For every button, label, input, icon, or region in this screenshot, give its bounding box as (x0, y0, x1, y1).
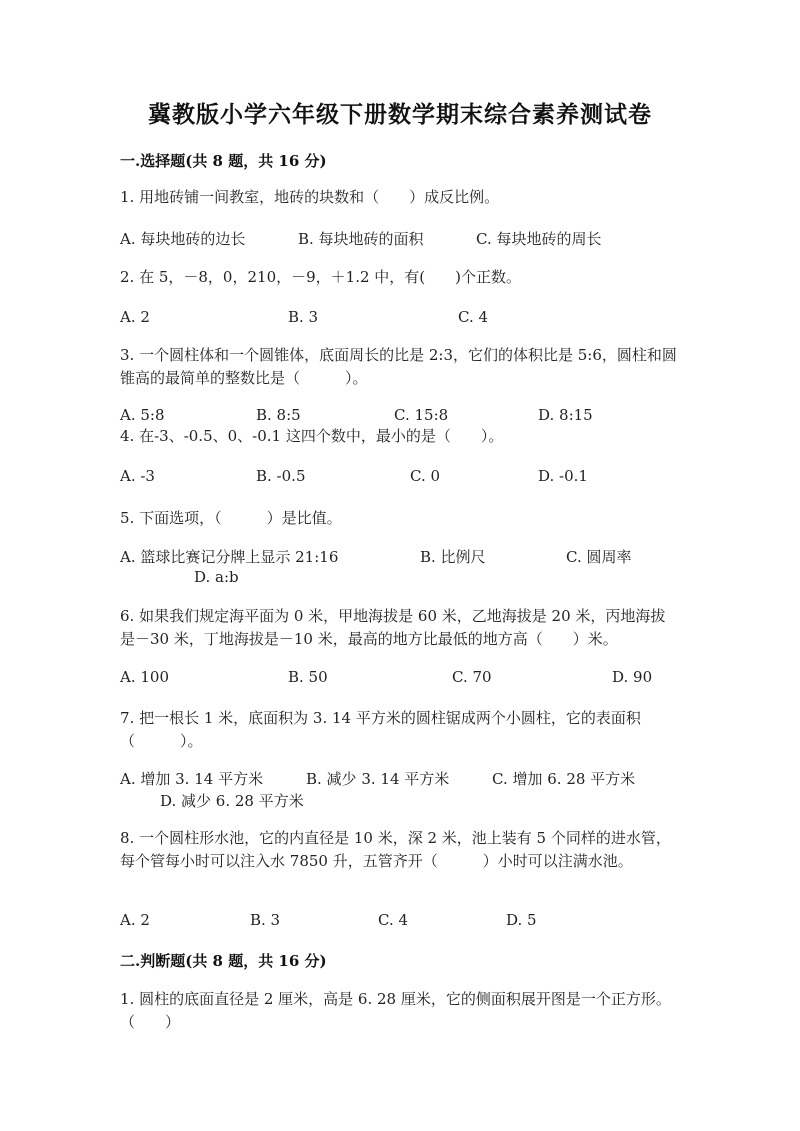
option-d: D. -0.1 (538, 467, 588, 485)
option-b: B. 3 (288, 308, 319, 326)
option-d: D. a:b (194, 568, 239, 586)
question-text: 1. 圆柱的底面直径是 2 厘米，高是 6. 28 厘米，它的侧面积展开图是一个正方形。（ ） (120, 990, 671, 1031)
question-text: 5. 下面选项，（ ）是比值。 (120, 509, 342, 527)
option-b: B. 比例尺 (420, 548, 486, 566)
option-c: C. 4 (458, 308, 489, 326)
question-text: 2. 在 5，－8，0，210，－9，＋1.2 中，有( )个正数。 (120, 268, 521, 286)
option-a: A. 2 (120, 308, 150, 326)
option-a: A. 篮球比赛记分牌上显示 21:16 (120, 548, 339, 566)
option-c: C. 15:8 (394, 406, 449, 424)
question-text: 6. 如果我们规定海平面为 0 米，甲地海拔是 60 米，乙地海拔是 20 米，丙地海拔是－30 米，丁地海拔是－10 米，最高的地方比最低的地方高（ ）米。 (120, 607, 666, 648)
option-c: C. 4 (378, 911, 409, 929)
section-heading-choice: 一.选择题(共 8 题，共 16 分) (120, 152, 327, 170)
option-a: A. 2 (120, 911, 150, 929)
option-c: C. 圆周率 (566, 548, 632, 566)
option-b: B. 8:5 (256, 406, 301, 424)
option-b: B. -0.5 (256, 467, 306, 485)
option-c: C. 0 (410, 467, 441, 485)
option-d: D. 5 (506, 911, 537, 929)
question-text: 4. 在-3、-0.5、0、-0.1 这四个数中，最小的是（ ）。 (120, 427, 504, 445)
page-title: 冀教版小学六年级下册数学期末综合素养测试卷 (148, 101, 652, 128)
option-a: A. -3 (120, 467, 155, 485)
option-b: B. 50 (288, 668, 328, 686)
option-c: C. 增加 6. 28 平方米 (492, 770, 636, 788)
option-b: B. 减少 3. 14 平方米 (306, 770, 450, 788)
question-text: 3. 一个圆柱体和一个圆锥体，底面周长的比是 2:3，它们的体积比是 5:6，圆柱和圆锥高的最简单的整数比是（ ）。 (120, 346, 677, 387)
option-a: A. 增加 3. 14 平方米 (120, 770, 264, 788)
option-b: B. 3 (250, 911, 281, 929)
option-d: D. 8:15 (538, 406, 593, 424)
option-d: D. 90 (612, 668, 653, 686)
question-text: 7. 把一根长 1 米，底面积为 3. 14 平方米的圆柱锯成两个小圆柱，它的表面积（ ）。 (120, 709, 641, 750)
question-text: 1. 用地砖铺一间教室，地砖的块数和（ ）成反比例。 (120, 188, 500, 206)
section-heading-judgment: 二.判断题(共 8 题，共 16 分) (120, 952, 327, 970)
question-text: 8. 一个圆柱形水池，它的内直径是 10 米，深 2 米，池上装有 5 个同样的进水管，每个管每小时可以注入水 7850 升，五管齐开（ ）小时可以注满水池。 (120, 829, 671, 870)
option-c: C. 70 (452, 668, 492, 686)
option-d: D. 减少 6. 28 平方米 (160, 792, 304, 810)
option-c: C. 每块地砖的周长 (476, 230, 602, 248)
option-a: A. 5:8 (120, 406, 165, 424)
option-a: A. 每块地砖的边长 (120, 230, 246, 248)
option-b: B. 每块地砖的面积 (298, 230, 424, 248)
option-a: A. 100 (120, 668, 169, 686)
